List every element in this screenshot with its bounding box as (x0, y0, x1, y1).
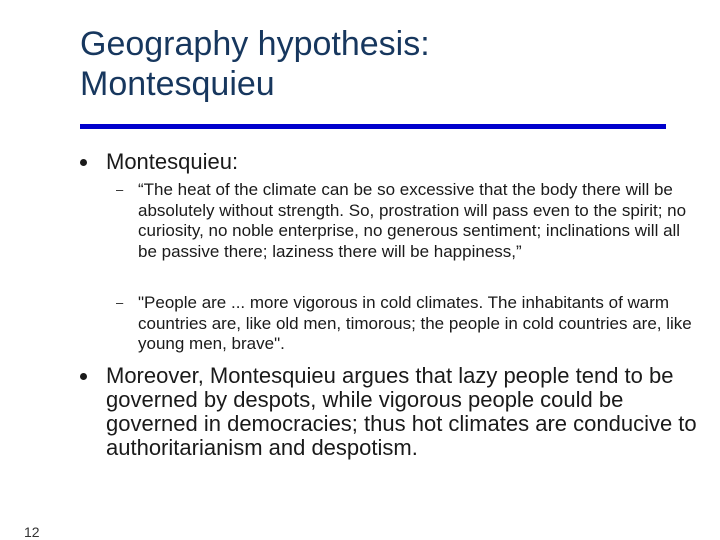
dash-icon: – (116, 182, 124, 197)
bullet-text: Moreover, Montesquieu argues that lazy people tend to be governed by despots, while vigorous people could be governed in democracies; thus hot climates are conducive to authoritarianism and despotism. (106, 363, 697, 460)
bullet-text: Montesquieu: (106, 149, 239, 174)
title-divider (80, 124, 666, 129)
bullet-dot-icon (80, 159, 87, 166)
slide-title-line-2: Montesquieu (80, 65, 275, 103)
slide-title (80, 24, 680, 104)
dash-icon: – (116, 295, 124, 310)
sub-bullet-text: "People are ... more vigorous in cold climates. The inhabitants of warm countries are, like old men, timorous; the people in cold countries are, like young men, brave". (138, 293, 692, 353)
slide-title-line-1: Geography hypothesis: (80, 25, 430, 63)
page-number: 12 (24, 524, 40, 540)
sub-bullet-text: “The heat of the climate can be so excessive that the body there will be absolutely without strength. So, prostration will pass even to the spirit; no curiosity, no noble enterprise, no generous sentiment; inclinations will all be passive there; laziness there will be happiness,” (138, 180, 687, 261)
bullet-dot-icon (80, 373, 87, 380)
